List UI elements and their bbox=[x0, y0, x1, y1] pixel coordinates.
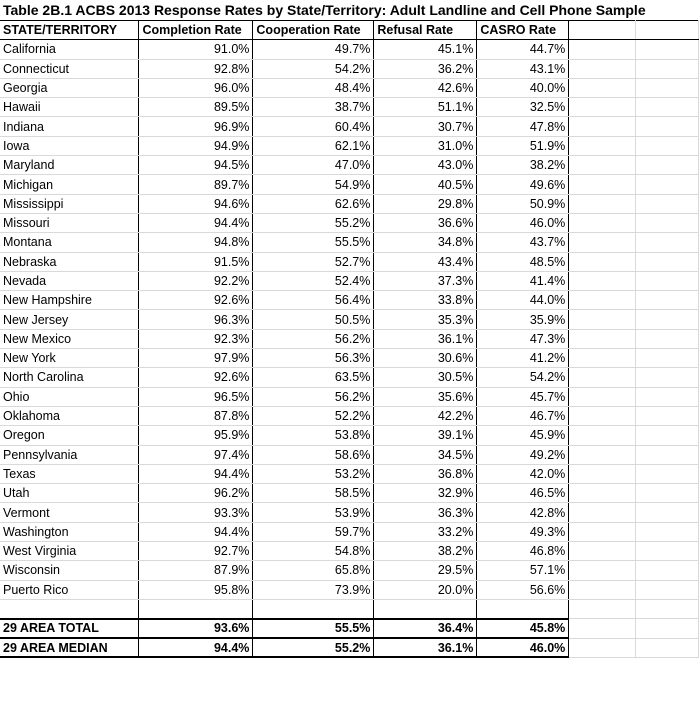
value-cell[interactable]: 96.0% bbox=[139, 78, 253, 97]
value-cell[interactable]: 36.1% bbox=[374, 329, 477, 348]
value-cell[interactable]: 54.2% bbox=[253, 59, 374, 78]
value-cell[interactable]: 65.8% bbox=[253, 561, 374, 580]
row-label-cell[interactable]: Iowa bbox=[0, 136, 139, 155]
table-row bbox=[0, 406, 699, 425]
table-row bbox=[0, 349, 699, 368]
value-cell[interactable]: 45.9% bbox=[477, 426, 569, 445]
value-cell[interactable]: 50.9% bbox=[477, 194, 569, 213]
value-cell[interactable]: 36.6% bbox=[374, 213, 477, 232]
value-cell[interactable]: 92.6% bbox=[139, 368, 253, 387]
value-cell[interactable]: 30.7% bbox=[374, 117, 477, 136]
value-cell[interactable]: 73.9% bbox=[253, 580, 374, 599]
row-label-cell[interactable]: Nebraska bbox=[0, 252, 139, 271]
value-cell[interactable]: 29.8% bbox=[374, 194, 477, 213]
empty-cell[interactable] bbox=[636, 117, 699, 136]
value-cell[interactable]: 44.7% bbox=[477, 40, 569, 59]
row-label-cell[interactable]: Connecticut bbox=[0, 59, 139, 78]
empty-cell[interactable] bbox=[569, 175, 636, 194]
value-cell[interactable]: 47.3% bbox=[477, 329, 569, 348]
empty-cell[interactable] bbox=[569, 156, 636, 175]
empty-cell[interactable] bbox=[569, 310, 636, 329]
column-header[interactable]: STATE/TERRITORY bbox=[0, 21, 139, 40]
value-cell[interactable]: 92.8% bbox=[139, 59, 253, 78]
row-label-cell[interactable]: Utah bbox=[0, 484, 139, 503]
value-cell[interactable]: 49.7% bbox=[253, 40, 374, 59]
value-cell[interactable]: 55.2% bbox=[253, 638, 374, 657]
empty-cell[interactable] bbox=[569, 561, 636, 580]
value-cell[interactable]: 35.6% bbox=[374, 387, 477, 406]
empty-cell[interactable] bbox=[636, 175, 699, 194]
empty-cell[interactable] bbox=[636, 233, 699, 252]
empty-cell[interactable] bbox=[636, 21, 699, 40]
value-cell[interactable]: 92.6% bbox=[139, 291, 253, 310]
row-label-cell[interactable]: Georgia bbox=[0, 78, 139, 97]
empty-cell[interactable] bbox=[569, 542, 636, 561]
value-cell[interactable]: 94.4% bbox=[139, 464, 253, 483]
row-label-cell[interactable]: Michigan bbox=[0, 175, 139, 194]
value-cell[interactable]: 34.5% bbox=[374, 445, 477, 464]
row-label-cell[interactable]: Missouri bbox=[0, 213, 139, 232]
value-cell[interactable]: 94.9% bbox=[139, 136, 253, 155]
empty-cell[interactable] bbox=[636, 156, 699, 175]
row-label-cell[interactable]: Montana bbox=[0, 233, 139, 252]
empty-cell[interactable] bbox=[569, 117, 636, 136]
value-cell[interactable] bbox=[139, 599, 253, 618]
value-cell[interactable]: 43.1% bbox=[477, 59, 569, 78]
row-label-cell[interactable]: New Mexico bbox=[0, 329, 139, 348]
table-row bbox=[0, 194, 699, 213]
value-cell[interactable]: 92.3% bbox=[139, 329, 253, 348]
empty-cell[interactable] bbox=[569, 368, 636, 387]
empty-cell[interactable] bbox=[569, 638, 636, 657]
empty-cell[interactable] bbox=[636, 194, 699, 213]
header-row bbox=[0, 21, 699, 40]
value-cell[interactable]: 52.2% bbox=[253, 406, 374, 425]
value-cell[interactable]: 96.5% bbox=[139, 387, 253, 406]
value-cell[interactable]: 59.7% bbox=[253, 522, 374, 541]
table-row bbox=[0, 78, 699, 97]
row-label-cell[interactable] bbox=[0, 599, 139, 618]
table-row bbox=[0, 522, 699, 541]
empty-cell[interactable] bbox=[636, 98, 699, 117]
table-title: Table 2B.1 ACBS 2013 Response Rates by State/Territory: Adult Landline and Cell Phone Sample bbox=[3, 2, 646, 18]
table-row bbox=[0, 387, 699, 406]
value-cell[interactable]: 60.4% bbox=[253, 117, 374, 136]
row-label-cell[interactable]: Ohio bbox=[0, 387, 139, 406]
value-cell[interactable]: 49.2% bbox=[477, 445, 569, 464]
table-row bbox=[0, 252, 699, 271]
value-cell[interactable]: 42.6% bbox=[374, 78, 477, 97]
empty-cell[interactable] bbox=[636, 310, 699, 329]
value-cell[interactable]: 56.4% bbox=[253, 291, 374, 310]
value-cell[interactable]: 39.1% bbox=[374, 426, 477, 445]
value-cell[interactable]: 48.4% bbox=[253, 78, 374, 97]
row-label-cell[interactable]: New Jersey bbox=[0, 310, 139, 329]
empty-cell[interactable] bbox=[636, 580, 699, 599]
empty-cell[interactable] bbox=[569, 21, 636, 40]
value-cell[interactable]: 94.8% bbox=[139, 233, 253, 252]
empty-cell[interactable] bbox=[569, 387, 636, 406]
empty-cell[interactable] bbox=[569, 445, 636, 464]
row-label-cell[interactable]: North Carolina bbox=[0, 368, 139, 387]
value-cell[interactable]: 62.1% bbox=[253, 136, 374, 155]
row-label-cell[interactable]: Oklahoma bbox=[0, 406, 139, 425]
row-label-cell[interactable]: California bbox=[0, 40, 139, 59]
empty-cell[interactable] bbox=[636, 368, 699, 387]
table-row bbox=[0, 213, 699, 232]
value-cell[interactable]: 36.4% bbox=[374, 619, 477, 638]
response-rate-table bbox=[0, 20, 699, 658]
value-cell[interactable]: 94.6% bbox=[139, 194, 253, 213]
row-label-cell[interactable]: Oregon bbox=[0, 426, 139, 445]
value-cell[interactable]: 52.7% bbox=[253, 252, 374, 271]
empty-cell[interactable] bbox=[636, 619, 699, 638]
empty-cell[interactable] bbox=[636, 445, 699, 464]
value-cell[interactable]: 46.0% bbox=[477, 213, 569, 232]
empty-cell[interactable] bbox=[569, 599, 636, 618]
value-cell[interactable]: 44.0% bbox=[477, 291, 569, 310]
empty-cell[interactable] bbox=[636, 464, 699, 483]
empty-cell[interactable] bbox=[636, 329, 699, 348]
value-cell[interactable]: 32.9% bbox=[374, 484, 477, 503]
value-cell[interactable]: 92.2% bbox=[139, 271, 253, 290]
value-cell[interactable]: 54.2% bbox=[477, 368, 569, 387]
empty-cell[interactable] bbox=[636, 40, 699, 59]
empty-cell[interactable] bbox=[636, 426, 699, 445]
value-cell[interactable]: 91.5% bbox=[139, 252, 253, 271]
value-cell[interactable]: 62.6% bbox=[253, 194, 374, 213]
value-cell[interactable]: 33.8% bbox=[374, 291, 477, 310]
value-cell[interactable]: 36.1% bbox=[374, 638, 477, 657]
value-cell[interactable]: 46.7% bbox=[477, 406, 569, 425]
value-cell[interactable]: 54.9% bbox=[253, 175, 374, 194]
value-cell[interactable]: 35.3% bbox=[374, 310, 477, 329]
empty-cell[interactable] bbox=[569, 329, 636, 348]
value-cell[interactable]: 95.9% bbox=[139, 426, 253, 445]
value-cell[interactable]: 57.1% bbox=[477, 561, 569, 580]
column-header[interactable]: Cooperation Rate bbox=[253, 21, 374, 40]
value-cell[interactable]: 87.9% bbox=[139, 561, 253, 580]
row-label-cell[interactable]: Vermont bbox=[0, 503, 139, 522]
row-label-cell[interactable]: Texas bbox=[0, 464, 139, 483]
value-cell[interactable]: 20.0% bbox=[374, 580, 477, 599]
value-cell[interactable]: 42.8% bbox=[477, 503, 569, 522]
value-cell[interactable]: 53.8% bbox=[253, 426, 374, 445]
value-cell[interactable]: 89.5% bbox=[139, 98, 253, 117]
table-row bbox=[0, 59, 699, 78]
empty-cell[interactable] bbox=[636, 503, 699, 522]
table-row bbox=[0, 580, 699, 599]
value-cell[interactable]: 96.2% bbox=[139, 484, 253, 503]
value-cell[interactable]: 46.0% bbox=[477, 638, 569, 657]
empty-cell[interactable] bbox=[569, 78, 636, 97]
value-cell[interactable]: 40.0% bbox=[477, 78, 569, 97]
value-cell[interactable]: 55.2% bbox=[253, 213, 374, 232]
value-cell[interactable] bbox=[477, 599, 569, 618]
value-cell[interactable]: 35.9% bbox=[477, 310, 569, 329]
empty-cell[interactable] bbox=[569, 271, 636, 290]
empty-cell[interactable] bbox=[569, 194, 636, 213]
value-cell[interactable]: 37.3% bbox=[374, 271, 477, 290]
value-cell[interactable]: 56.3% bbox=[253, 349, 374, 368]
value-cell[interactable]: 94.4% bbox=[139, 522, 253, 541]
empty-cell[interactable] bbox=[569, 98, 636, 117]
value-cell[interactable]: 38.2% bbox=[374, 542, 477, 561]
value-cell[interactable]: 58.5% bbox=[253, 484, 374, 503]
row-label-cell[interactable]: 29 AREA MEDIAN bbox=[0, 638, 139, 657]
value-cell[interactable]: 34.8% bbox=[374, 233, 477, 252]
empty-cell[interactable] bbox=[569, 233, 636, 252]
blank-row bbox=[0, 599, 699, 618]
value-cell[interactable]: 45.8% bbox=[477, 619, 569, 638]
empty-cell[interactable] bbox=[569, 464, 636, 483]
value-cell[interactable]: 53.9% bbox=[253, 503, 374, 522]
value-cell[interactable]: 97.9% bbox=[139, 349, 253, 368]
row-label-cell[interactable]: New Hampshire bbox=[0, 291, 139, 310]
table-row bbox=[0, 561, 699, 580]
empty-cell[interactable] bbox=[636, 252, 699, 271]
value-cell[interactable]: 30.5% bbox=[374, 368, 477, 387]
value-cell[interactable]: 30.6% bbox=[374, 349, 477, 368]
empty-cell[interactable] bbox=[569, 40, 636, 59]
value-cell[interactable]: 51.1% bbox=[374, 98, 477, 117]
value-cell[interactable]: 29.5% bbox=[374, 561, 477, 580]
empty-cell[interactable] bbox=[636, 136, 699, 155]
empty-cell[interactable] bbox=[636, 599, 699, 618]
value-cell[interactable]: 93.6% bbox=[139, 619, 253, 638]
empty-cell[interactable] bbox=[636, 406, 699, 425]
value-cell[interactable]: 54.8% bbox=[253, 542, 374, 561]
table-row bbox=[0, 291, 699, 310]
value-cell[interactable]: 91.0% bbox=[139, 40, 253, 59]
empty-cell[interactable] bbox=[569, 252, 636, 271]
value-cell[interactable]: 94.4% bbox=[139, 638, 253, 657]
value-cell[interactable]: 47.0% bbox=[253, 156, 374, 175]
value-cell[interactable]: 89.7% bbox=[139, 175, 253, 194]
value-cell[interactable]: 43.0% bbox=[374, 156, 477, 175]
table-row bbox=[0, 445, 699, 464]
table-row bbox=[0, 542, 699, 561]
value-cell[interactable]: 55.5% bbox=[253, 619, 374, 638]
value-cell[interactable]: 45.1% bbox=[374, 40, 477, 59]
value-cell[interactable]: 31.0% bbox=[374, 136, 477, 155]
table-row bbox=[0, 98, 699, 117]
value-cell[interactable]: 95.8% bbox=[139, 580, 253, 599]
value-cell[interactable]: 97.4% bbox=[139, 445, 253, 464]
column-header[interactable]: Refusal Rate bbox=[374, 21, 477, 40]
row-label-cell[interactable]: Hawaii bbox=[0, 98, 139, 117]
row-label-cell[interactable]: Pennsylvania bbox=[0, 445, 139, 464]
value-cell[interactable]: 50.5% bbox=[253, 310, 374, 329]
table-row bbox=[0, 484, 699, 503]
empty-cell[interactable] bbox=[569, 406, 636, 425]
table-row bbox=[0, 136, 699, 155]
table-row bbox=[0, 426, 699, 445]
table-row bbox=[0, 156, 699, 175]
empty-cell[interactable] bbox=[636, 542, 699, 561]
empty-cell[interactable] bbox=[569, 503, 636, 522]
value-cell[interactable]: 41.4% bbox=[477, 271, 569, 290]
value-cell[interactable]: 42.2% bbox=[374, 406, 477, 425]
value-cell[interactable]: 42.0% bbox=[477, 464, 569, 483]
value-cell[interactable]: 49.3% bbox=[477, 522, 569, 541]
value-cell[interactable]: 92.7% bbox=[139, 542, 253, 561]
row-label-cell[interactable]: Puerto Rico bbox=[0, 580, 139, 599]
value-cell[interactable]: 32.5% bbox=[477, 98, 569, 117]
empty-cell[interactable] bbox=[636, 213, 699, 232]
value-cell[interactable]: 43.4% bbox=[374, 252, 477, 271]
row-label-cell[interactable]: West Virginia bbox=[0, 542, 139, 561]
empty-cell[interactable] bbox=[569, 580, 636, 599]
value-cell[interactable]: 93.3% bbox=[139, 503, 253, 522]
empty-cell[interactable] bbox=[569, 619, 636, 638]
value-cell[interactable]: 56.2% bbox=[253, 329, 374, 348]
value-cell[interactable]: 96.3% bbox=[139, 310, 253, 329]
row-label-cell[interactable]: Indiana bbox=[0, 117, 139, 136]
row-label-cell[interactable]: Nevada bbox=[0, 271, 139, 290]
value-cell[interactable]: 38.7% bbox=[253, 98, 374, 117]
value-cell[interactable]: 52.4% bbox=[253, 271, 374, 290]
row-label-cell[interactable]: Mississippi bbox=[0, 194, 139, 213]
value-cell[interactable]: 48.5% bbox=[477, 252, 569, 271]
empty-cell[interactable] bbox=[636, 291, 699, 310]
table-row bbox=[0, 464, 699, 483]
empty-cell[interactable] bbox=[569, 291, 636, 310]
empty-cell[interactable] bbox=[636, 59, 699, 78]
table-row bbox=[0, 117, 699, 136]
empty-cell[interactable] bbox=[636, 638, 699, 657]
value-cell[interactable]: 38.2% bbox=[477, 156, 569, 175]
value-cell[interactable]: 46.8% bbox=[477, 542, 569, 561]
table-row bbox=[0, 368, 699, 387]
row-label-cell[interactable]: Washington bbox=[0, 522, 139, 541]
empty-cell[interactable] bbox=[636, 387, 699, 406]
total-row bbox=[0, 619, 699, 638]
value-cell[interactable]: 41.2% bbox=[477, 349, 569, 368]
empty-cell[interactable] bbox=[636, 522, 699, 541]
value-cell[interactable]: 94.4% bbox=[139, 213, 253, 232]
value-cell[interactable]: 87.8% bbox=[139, 406, 253, 425]
value-cell[interactable]: 36.3% bbox=[374, 503, 477, 522]
value-cell[interactable]: 55.5% bbox=[253, 233, 374, 252]
empty-cell[interactable] bbox=[569, 136, 636, 155]
value-cell[interactable]: 33.2% bbox=[374, 522, 477, 541]
value-cell[interactable] bbox=[253, 599, 374, 618]
value-cell[interactable]: 43.7% bbox=[477, 233, 569, 252]
value-cell[interactable]: 40.5% bbox=[374, 175, 477, 194]
table-row bbox=[0, 233, 699, 252]
value-cell[interactable]: 36.8% bbox=[374, 464, 477, 483]
empty-cell[interactable] bbox=[636, 271, 699, 290]
empty-cell[interactable] bbox=[569, 426, 636, 445]
value-cell[interactable]: 46.5% bbox=[477, 484, 569, 503]
value-cell[interactable]: 94.5% bbox=[139, 156, 253, 175]
value-cell[interactable]: 63.5% bbox=[253, 368, 374, 387]
value-cell[interactable]: 45.7% bbox=[477, 387, 569, 406]
value-cell[interactable]: 47.8% bbox=[477, 117, 569, 136]
table-row bbox=[0, 175, 699, 194]
value-cell[interactable]: 49.6% bbox=[477, 175, 569, 194]
empty-cell[interactable] bbox=[636, 78, 699, 97]
empty-cell[interactable] bbox=[636, 349, 699, 368]
value-cell[interactable]: 58.6% bbox=[253, 445, 374, 464]
total-row bbox=[0, 638, 699, 657]
value-cell[interactable]: 36.2% bbox=[374, 59, 477, 78]
column-header[interactable]: CASRO Rate bbox=[477, 21, 569, 40]
empty-cell[interactable] bbox=[636, 484, 699, 503]
table-row bbox=[0, 503, 699, 522]
empty-cell[interactable] bbox=[569, 522, 636, 541]
value-cell[interactable]: 53.2% bbox=[253, 464, 374, 483]
table-row bbox=[0, 40, 699, 59]
table-row bbox=[0, 271, 699, 290]
value-cell[interactable]: 56.2% bbox=[253, 387, 374, 406]
table-row bbox=[0, 310, 699, 329]
value-cell[interactable]: 51.9% bbox=[477, 136, 569, 155]
empty-cell[interactable] bbox=[569, 59, 636, 78]
column-header[interactable]: Completion Rate bbox=[139, 21, 253, 40]
value-cell[interactable]: 96.9% bbox=[139, 117, 253, 136]
value-cell[interactable] bbox=[374, 599, 477, 618]
row-label-cell[interactable]: Maryland bbox=[0, 156, 139, 175]
row-label-cell[interactable]: 29 AREA TOTAL bbox=[0, 619, 139, 638]
row-label-cell[interactable]: New York bbox=[0, 349, 139, 368]
empty-cell[interactable] bbox=[569, 349, 636, 368]
row-label-cell[interactable]: Wisconsin bbox=[0, 561, 139, 580]
empty-cell[interactable] bbox=[569, 484, 636, 503]
empty-cell[interactable] bbox=[569, 213, 636, 232]
empty-cell[interactable] bbox=[636, 561, 699, 580]
value-cell[interactable]: 56.6% bbox=[477, 580, 569, 599]
table-row bbox=[0, 329, 699, 348]
